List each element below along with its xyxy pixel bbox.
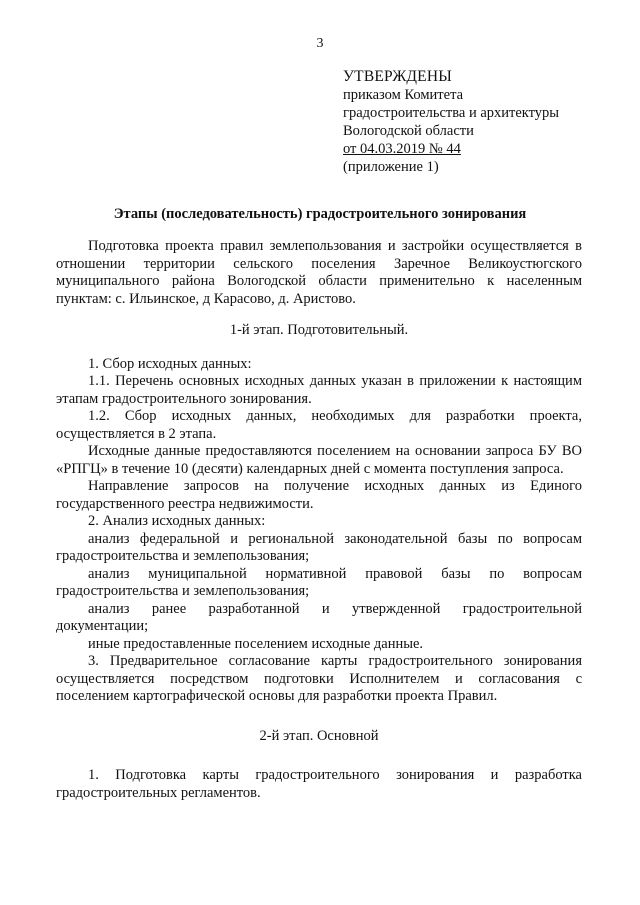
approval-heading: УТВЕРЖДЕНЫ [343, 68, 452, 85]
stage1-item1: 1. Сбор исходных данных: [88, 355, 252, 372]
stage2-heading: 2-й этап. Основной [259, 727, 379, 744]
stage1-analysis-documentation: анализ ранее разработанной и утвержденной градостроительной документации; [56, 600, 582, 634]
intro-paragraph: Подготовка проекта правил землепользования и застройки осуществляется в отношении территории сельского поселения Заречное Великоустюгского муниципального района Вологодской области применительно к населенным пунктам: с. Ильинское, д Карасово, д. Аристово. [56, 238, 582, 307]
stage1-analysis-municipal: анализ муниципальной нормативной правовой базы по вопросам градостроительства и землепользования; [56, 565, 582, 599]
stage1-item2: 2. Анализ исходных данных: [88, 513, 266, 529]
stage1-analysis-federal: анализ федеральной и региональной законодательной базы по вопросам градостроительства и землепользования; [56, 530, 582, 564]
approval-line-committee: градостроительства и архитектуры [343, 105, 560, 121]
document-title: Этапы (последовательность) градостроительного зонирования [113, 206, 527, 222]
page-number: 3 [316, 36, 324, 51]
approval-block [343, 68, 559, 176]
approval-line-region: Вологодской области [343, 123, 474, 139]
approval-line-order: приказом Комитета [343, 87, 464, 103]
stage1-heading: 1-й этап. Подготовительный. [229, 322, 409, 338]
document-body [56, 238, 582, 802]
stage1-item3: 3. Предварительное согласование карты градостроительного зонирования осуществляется посредством подготовки Исполнителем и согласования с поселением картографической основы для разработки проекта Правил. [56, 653, 582, 704]
stage1-requests: Направление запросов на получение исходных данных из Единого государственного реестра недвижимости. [56, 478, 582, 512]
stage1-analysis-other: иные предоставленные поселением исходные данные. [88, 635, 424, 652]
approval-line-attachment: (приложение 1) [343, 159, 439, 175]
approval-line-date-number: от 04.03.2019 № 44 [343, 141, 461, 157]
stage2-item1: 1. Подготовка карты градостроительного зонирования и разработка градостроительных регламентов. [56, 767, 582, 801]
stage1-source-data: Исходные данные предоставляются поселением на основании запроса БУ ВО «РПГЦ» в течение 10 (десяти) календарных дней с момента поступления запроса. [56, 443, 582, 477]
stage1-item1-1: 1.1. Перечень основных исходных данных указан в приложении к настоящим этапам градостроительного зонирования. [56, 373, 582, 407]
stage1-item1-2: 1.2. Сбор исходных данных, необходимых для разработки проекта, осуществляется в 2 этапа. [56, 408, 582, 442]
